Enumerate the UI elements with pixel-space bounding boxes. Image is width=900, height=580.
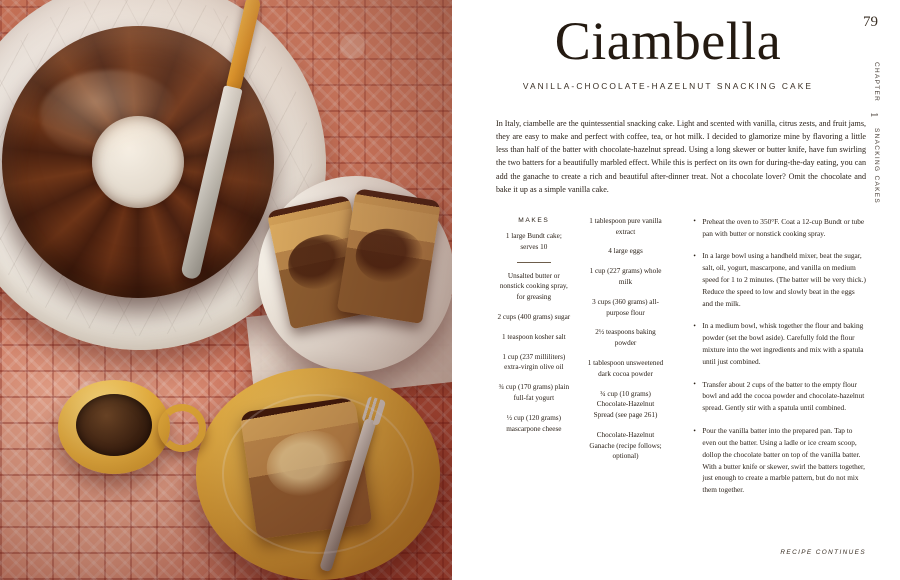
bullet-icon: • — [693, 321, 696, 330]
divider-rule — [517, 262, 551, 263]
recipe-headnote: In Italy, ciambelle are the quintessential snacking cake. Light and scented with vanilla, citrus zests, and fruit jams, they are easy to make and perfect with coffee, tea, or hot milk. I decided to glamorize mine by flavoring a little less than half of the batter with chocolate-hazelnut spread. Using a long skewer or butter knife, have fun swirling the two batters for a beautifully marbled effect. While this is perfect on its own for during-the-day eating, you can add the ganache to create a rich and beautiful after-dinner treat. Not a chocolate lover? Omit the chocolate and bake it up as a simple vanilla cake. — [496, 119, 866, 194]
ingredient-item: 4 large eggs — [608, 247, 643, 256]
method-step — [693, 216, 866, 240]
makes-value: 1 large Bundt cake; serves 10 — [505, 231, 562, 251]
bullet-icon: • — [693, 426, 696, 435]
ingredient-item: ¾ cup (170 grams) plain full-fat yogurt — [498, 383, 570, 402]
ingredient-item: 2 cups (400 grams) sugar — [497, 312, 571, 321]
ingredients-column-2 — [588, 216, 664, 507]
bullet-icon: • — [693, 217, 696, 226]
running-head-chapter-number: 1 — [868, 112, 880, 118]
method-step — [693, 379, 866, 414]
bullet-icon: • — [693, 251, 696, 260]
method-step-text: Transfer about 2 cups of the batter to the empty flour bowl and add the cocoa powder and chocolate-hazelnut spread. Gently stir with a spatula until combined. — [702, 379, 865, 413]
running-head-chapter: CHAPTER — [873, 62, 880, 103]
makes-label: MAKES — [518, 216, 550, 224]
running-head-section: SNACKING CAKES — [873, 127, 880, 204]
recipe-page — [452, 0, 900, 580]
ingredient-item: Unsalted butter or nonstick cooking spray, for greasing — [499, 271, 568, 302]
method-column — [679, 216, 866, 507]
ingredient-item: 1 tablespoon unsweetened dark cocoa powder — [587, 358, 664, 378]
ingredient-item: 1 tablespoon pure vanilla extract — [589, 216, 662, 236]
ingredient-item: 2½ teaspoons baking powder — [595, 328, 656, 348]
ingredient-item: ¾ cup (10 grams) Chocolate-Hazelnut Spread (see page 261) — [593, 389, 658, 420]
method-step-text: In a large bowl using a handheld mixer, beat the sugar, salt, oil, yogurt, mascarpone, and vanilla on medium speed for 1 to 2 minutes. (The batter will be very thick.) Reduce the speed to low and slowly beat in the eggs and the milk. — [702, 251, 866, 308]
ingredient-item: Chocolate-Hazelnut Ganache (recipe follows; optional) — [589, 430, 662, 461]
ingredient-item: ½ cup (120 grams) mascarpone cheese — [506, 413, 562, 433]
ingredient-item: 3 cups (360 grams) all-purpose flour — [592, 297, 659, 317]
page-number: 79 — [863, 14, 878, 30]
method-step-text: Pour the vanilla batter into the prepared pan. Tap to even out the batter. Using a ladle or ice cream scoop, dollop the chocolate batter on top of the vanilla batter. With a butter knife or skewer, swirl the batters together, just enough to create a marble pattern, but do not mix them together. — [702, 426, 865, 495]
ingredient-item: 1 cup (237 milliliters) extra-virgin olive oil — [502, 352, 566, 372]
method-step — [693, 250, 866, 309]
running-head — [866, 62, 880, 212]
method-step — [693, 425, 866, 496]
method-step-text: Preheat the oven to 350°F. Coat a 12-cup Bundt or tube pan with butter or nonstick cooking spray. — [702, 216, 865, 238]
ingredient-item: 1 cup (227 grams) whole milk — [589, 267, 662, 286]
method-step — [693, 320, 866, 367]
ingredient-item: 1 teaspoon kosher salt — [501, 332, 566, 341]
bullet-icon: • — [693, 380, 696, 389]
recipe-title: Ciambella — [554, 11, 782, 71]
method-step-text: In a medium bowl, whisk together the flour and baking powder (set the bowl aside). Carefully fold the flour mixture into the wet ingredients and mix with a spatula until just combined. — [702, 321, 864, 366]
recipe-continues-note: RECIPE CONTINUES — [780, 549, 866, 556]
recipe-subtitle: VANILLA-CHOCOLATE-HAZELNUT SNACKING CAKE — [522, 81, 814, 92]
ingredients-column-1 — [496, 216, 572, 507]
recipe-columns — [496, 216, 866, 507]
